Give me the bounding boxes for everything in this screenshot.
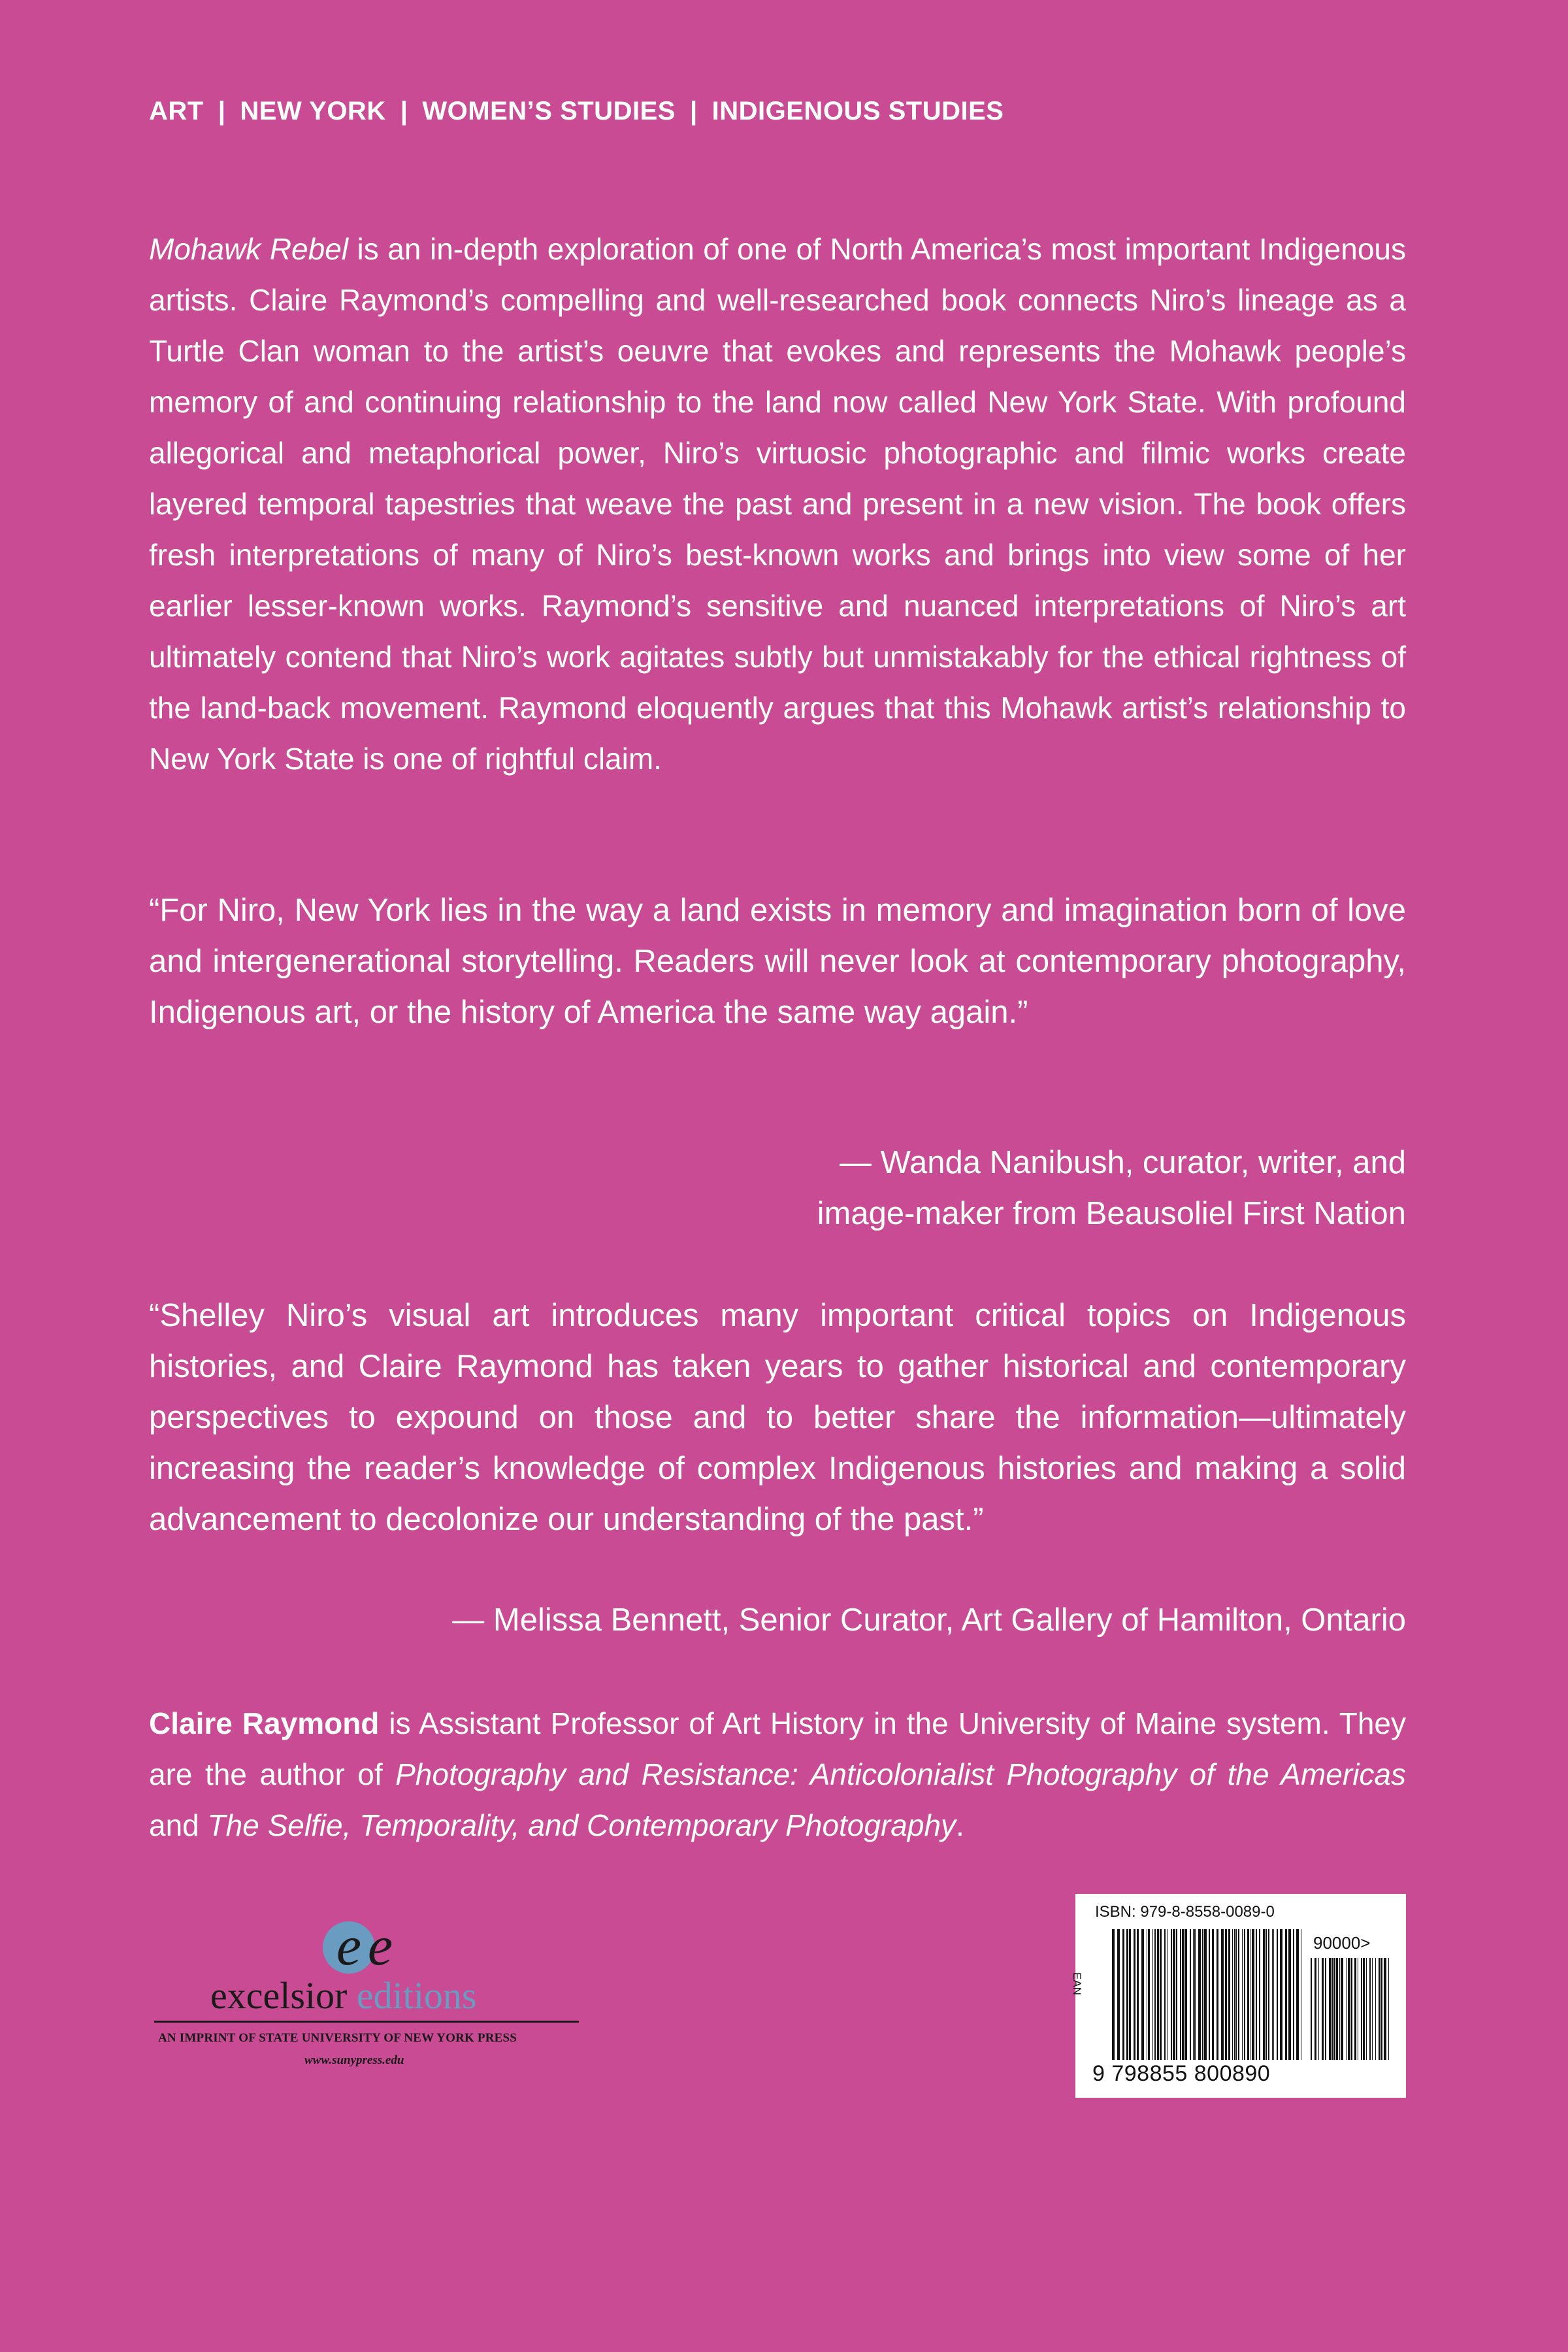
isbn-number: ISBN: 979-8-8558-0089-0 — [1095, 1903, 1275, 1921]
svg-text:e: e — [367, 1914, 393, 1977]
book-title: Mohawk Rebel — [149, 232, 349, 266]
ean-label: EAN — [1071, 1972, 1083, 1995]
category-separator: | — [689, 97, 698, 125]
attribution-line: image-maker from Beausoliel First Nation — [817, 1196, 1406, 1231]
blurb-quote-1: “For Niro, New York lies in the way a land exists in memory and imagination born of love and intergenerational storytelling. Readers will never look at contemporary photography, Indigenous art, or the history of America the same way again.” — [149, 893, 1406, 1030]
svg-text:e: e — [336, 1914, 362, 1977]
wordmark-dark: excelsior — [210, 1974, 348, 2017]
ee-monogram-logo-icon — [318, 1913, 409, 1979]
category-header — [149, 97, 1004, 126]
wordmark-light: editions — [356, 1974, 477, 2017]
blurb-attribution-1 — [817, 1137, 1406, 1239]
category-new-york: NEW YORK — [240, 97, 386, 125]
blurb-attribution-2: — Melissa Bennett, Senior Curator, Art Gallery of Hamilton, Ontario — [452, 1602, 1406, 1638]
author-name: Claire Raymond — [149, 1706, 380, 1740]
publisher-wordmark — [210, 1974, 477, 2017]
logo-divider — [154, 2021, 579, 2023]
blurb-quote-2: “Shelley Niro’s visual art introduces many important critical topics on Indigenous histories, and Claire Raymond has taken years to gather historical and contemporary perspectives to expound on those and to better share the information—ultimately increasing the reader’s knowledge of complex Indigenous histories and making a solid advancement to decolonize our understanding of the past.” — [149, 1298, 1406, 1537]
category-indigenous-studies: INDIGENOUS STUDIES — [711, 97, 1004, 125]
publisher-url: www.sunypress.edu — [304, 2053, 404, 2067]
publisher-imprint: AN IMPRINT OF STATE UNIVERSITY OF NEW YORK PRESS — [158, 2031, 517, 2045]
author-bio — [149, 1698, 1406, 1851]
barcode-addon-bars-icon — [1311, 1958, 1389, 2060]
book-title-1: Photography and Resistance: Anticolonialist Photography of the Americas — [395, 1757, 1406, 1791]
book-description — [149, 224, 1406, 784]
attribution-line: — Wanda Nanibush, curator, writer, and — [840, 1145, 1406, 1180]
category-separator: | — [218, 97, 226, 125]
description-text: is an in-depth exploration of one of North America’s most important Indigenous artists. Claire Raymond’s compelling and well-researched book connects Niro’s lineage as a Turtle Clan woman to the artist’s oeuvre that evokes and represents the Mohawk people’s memory of and continuing relationship to the land now called New York State. With profound allegorical and metaphorical power, Niro’s virtuosic photographic and filmic works create layered temporal tapestries that weave the past and present in a new vision. The book offers fresh interpretations of many of Niro’s best-known works and brings into view some of her earlier lesser-known works. Raymond’s sensitive and nuanced interpretations of Niro’s art ultimately contend that Niro’s work agitates subtly but unmistakably for the ethical rightness of the land-back movement. Raymond eloquently argues that this Mohawk artist’s relationship to New York State is one of rightful claim. — [149, 232, 1407, 776]
category-art: ART — [149, 97, 204, 125]
price-code: 90000> — [1313, 1933, 1371, 1953]
bio-text: . — [956, 1808, 964, 1842]
book-title-2: The Selfie, Temporality, and Contemporary Photography — [207, 1808, 956, 1842]
bio-text: is Assistant Professor of Art History in the University of Maine system. They are the author of — [149, 1706, 1407, 1791]
category-separator: | — [400, 97, 408, 125]
ean-digits: 9 798855 800890 — [1092, 2061, 1271, 2086]
bio-text: and — [149, 1808, 208, 1842]
category-womens-studies: WOMEN’S STUDIES — [422, 97, 676, 125]
barcode-bars-icon — [1112, 1929, 1301, 2060]
publisher-logo — [154, 1913, 585, 2083]
isbn-barcode — [1071, 1894, 1406, 2098]
